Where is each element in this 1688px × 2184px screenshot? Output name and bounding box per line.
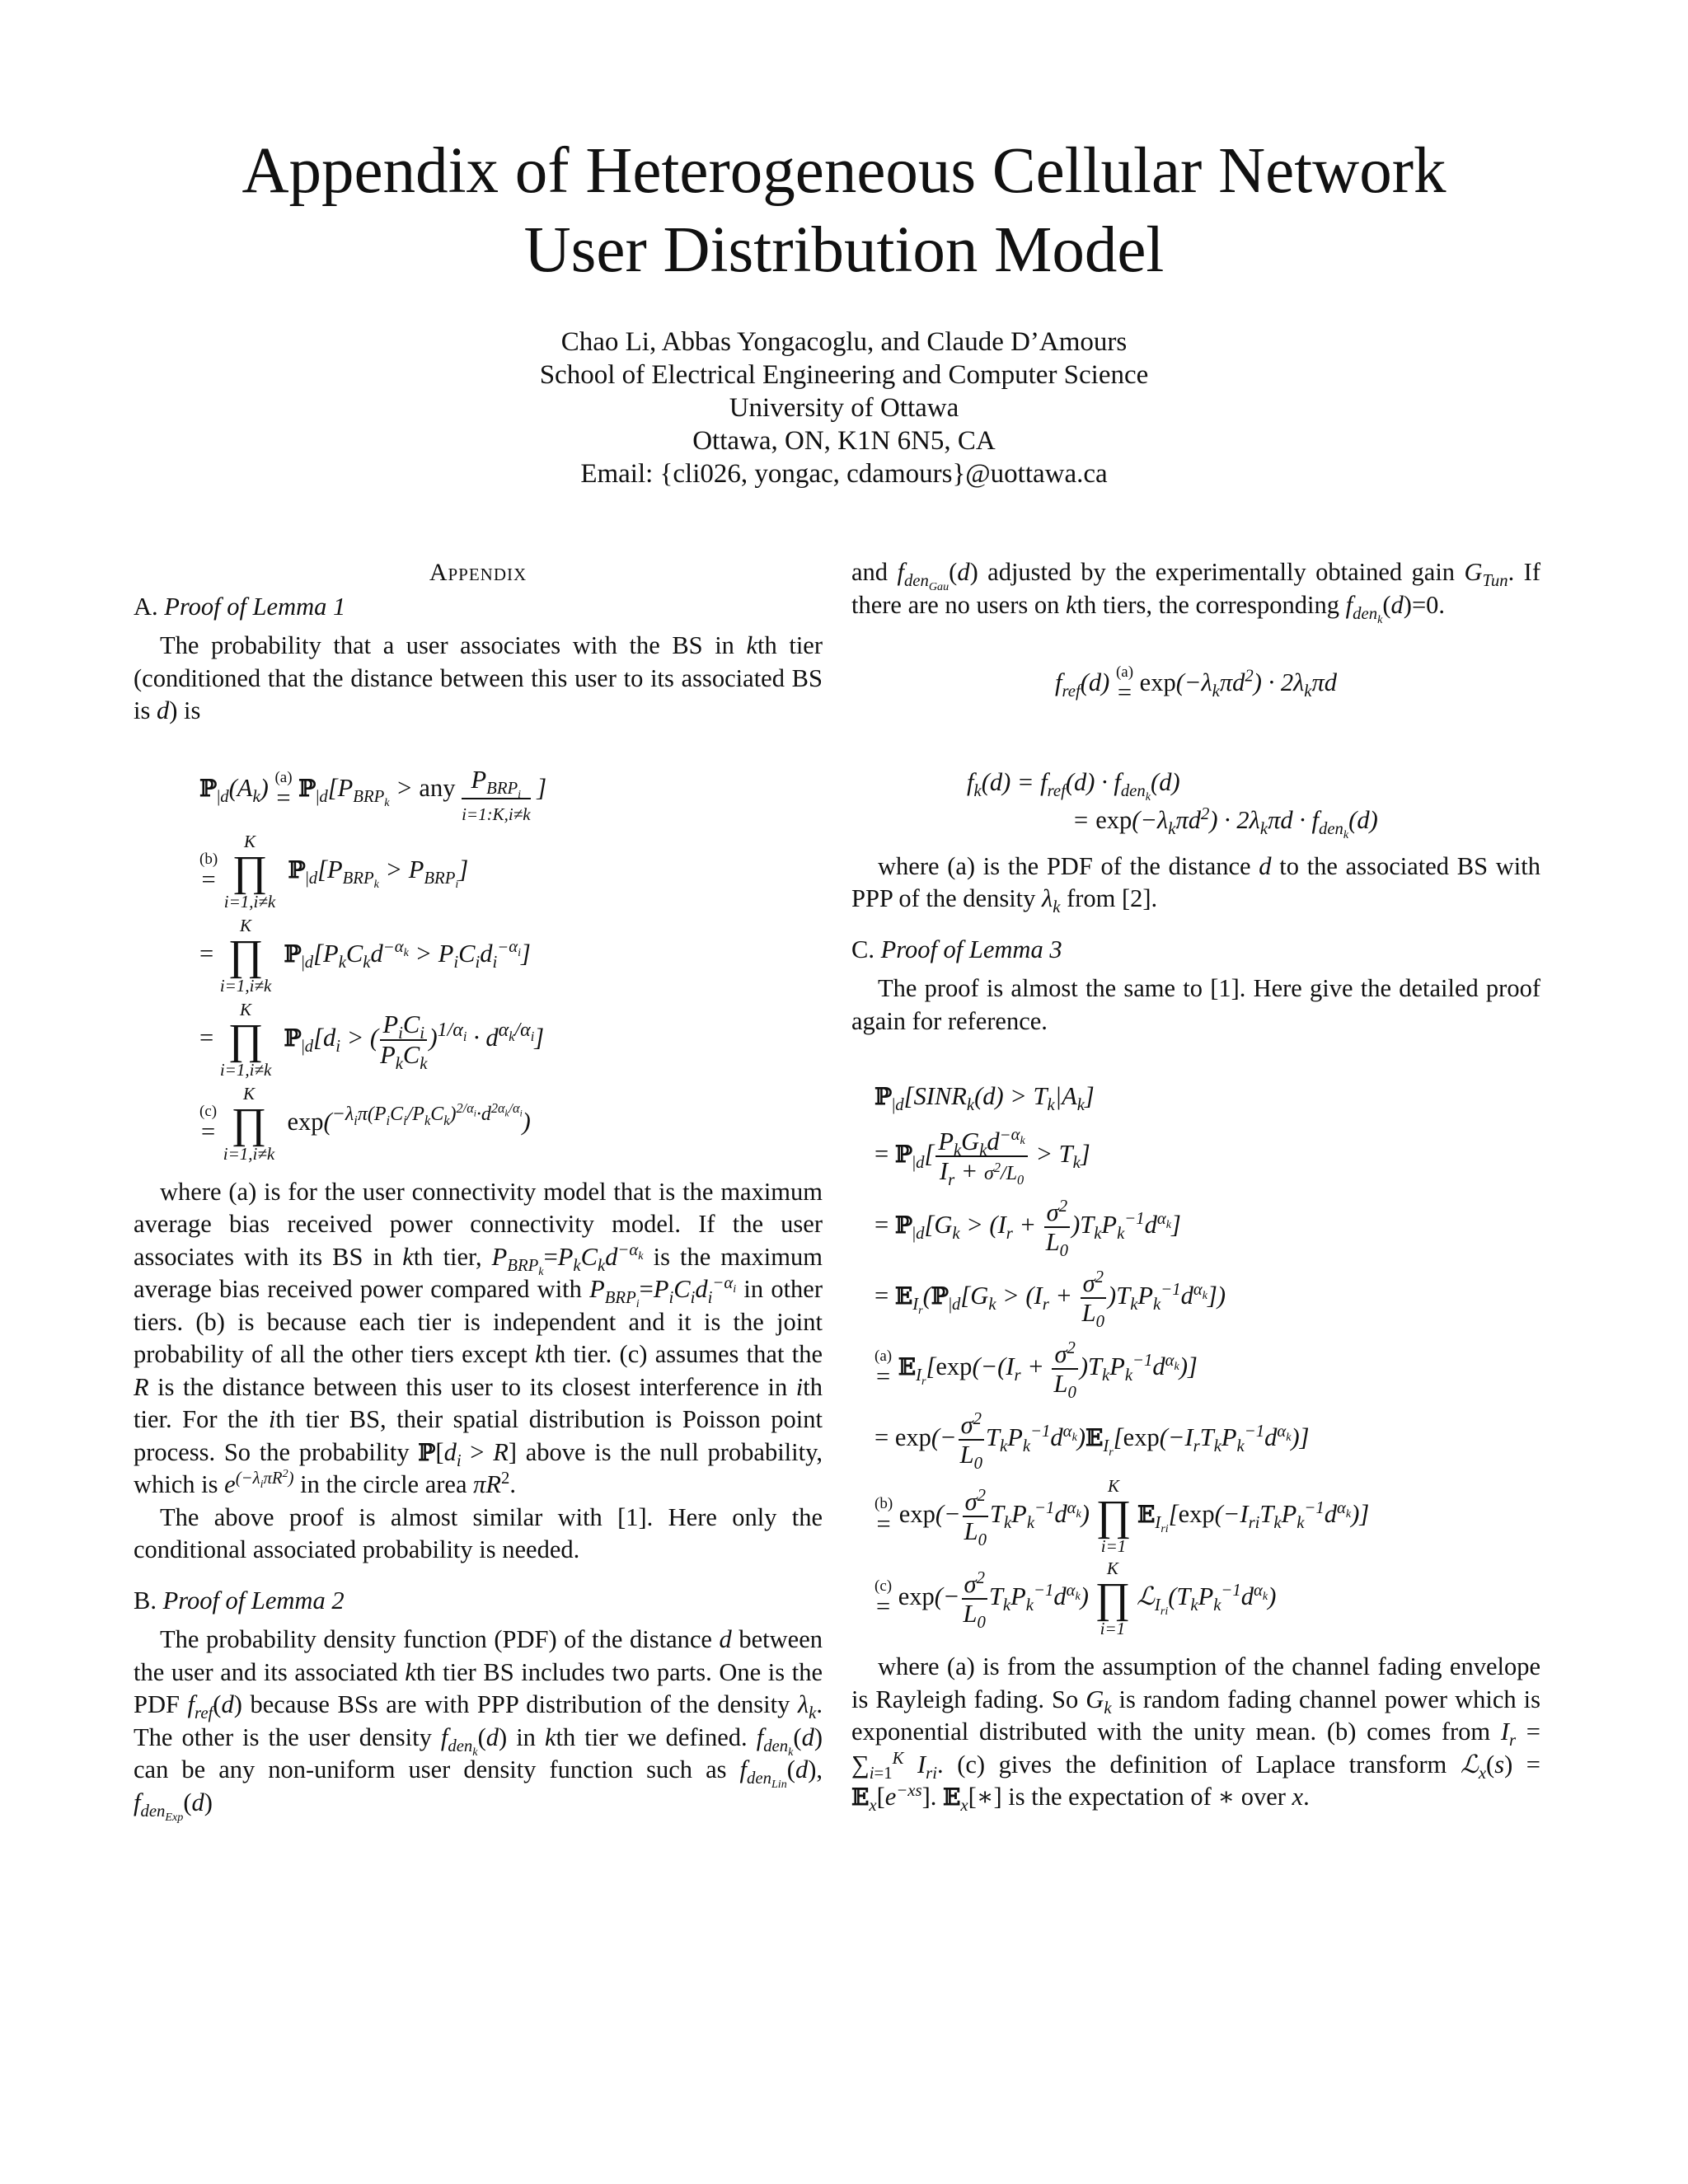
author-block — [0, 326, 1688, 490]
section-c-title: Proof of Lemma 3 — [880, 935, 1062, 963]
right-column — [851, 556, 1540, 1814]
paper-title — [0, 132, 1688, 290]
section-c-intro: The proof is almost the same to [1]. Here give the detailed proof again for reference. — [851, 974, 1540, 1035]
title-line-2: User Distribution Model — [523, 214, 1165, 286]
section-a-heading — [134, 591, 823, 624]
lemma-1-equation: $ℙ_{|d}(A_k)$ (a) = $ℙ_{|d}[P_{BRP_k}$ > any $P_{BRP_i}$ i=1:K,i≠k ] (b) = K ∏ i=1,i≠k $ℙ_{|d}[P_{BRP_k} > P_{BRP_i}]$ = K ∏ i=1,i≠k $ℙ_{|d}[P_kC_kd^{-\alpha_k} > P_iC_id_i^{-\alpha_i}]$ = K ∏ i=1,i≠k $ℙ_{|d}[d_i$ > ( $\frac{P_iC_i}{P_kC_k}$ )$^{1/\alpha_i} \cdot d^{\alpha_k/\alpha_i}$] (c) = K ∏ i=1,i≠k exp($^{-\lambda_i\pi(P_iC_i/P_kC_k)^{2/\alpha_i}\cdot d^{2\alpha_k/\alpha_i}}$) — [199, 765, 547, 1164]
section-a-title: Proof of Lemma 1 — [164, 592, 346, 621]
section-c-heading — [851, 934, 1540, 967]
title-line-1: Appendix of Heterogeneous Cellular Network — [241, 135, 1447, 207]
section-b-title: Proof of Lemma 2 — [162, 1586, 345, 1615]
section-a-explanation: where (a) is for the user connectivity model that is the maximum average bias received power connectivity model. If the user associates with its BS in kth tier, $P_{BRP_k}=P_kC_kd^{-\alpha_k}$ is the maximum average bias received power compared with $P_{BRP_i}=P_iC_id_i^{-\alpha_i}$ in other tiers. (b) is because each tier is independent and it is the joint probability of all the other tiers except kth tier. (c) assumes that the R is the distance between this user to its closest interference in ith tier. For the ith tier BS, their spatial distribution is Poisson point process. So the probability $ℙ[d_i > R]$ above is the null probability, which is $e^{(-\lambda_i\pi R^2)}$ in the circle area $\pi R^2$. — [134, 1177, 823, 1498]
section-b-label: B. — [134, 1586, 157, 1615]
fk-equation: $f_k(d) = f_{ref}(d) \cdot f_{den_k}(d)$ = $\exp(-\lambda_k\pi d^2) \cdot 2\lambda_k\pi d \cdot f_{den_k}(d)$ — [967, 767, 1378, 841]
section-c-label: C. — [851, 935, 874, 963]
left-column — [134, 556, 823, 1824]
section-b-paragraph: The probability density function (PDF) of the distance d between the user and its associated kth tier BS includes two parts. One is the PDF $f_{ref}(d)$ because BSs are with PPP distribution of the density $\lambda_k$. The other is the user density $f_{den_k}(d)$ in kth tier we defined. $f_{den_k}(d)$ can be any non-uniform user density function such as $f_{den_{Lin}}(d)$, $f_{den_{Exp}}(d)$ — [134, 1625, 823, 1824]
fref-equation: $f_{ref}(d)$ (a) = $\exp(-\lambda_k\pi d^2) \cdot 2\lambda_k\pi d$ — [1054, 663, 1338, 706]
section-c-explanation: where (a) is from the assumption of the channel fading envelope is Rayleigh fading. So $G_k$ is random fading channel power which is exponential distributed with the unity mean. (b) comes from $I_r = \sum_{i=1}^K$ $I_{ri}$. (c) gives the definition of Laplace transform ℒ$_x$(s) = $𝔼_x[e^{-xs}]$. 𝔼$_x$[∗] is the expectation of ∗ over x. — [851, 1652, 1540, 1816]
author-email: Email: {cli026, yongac, cdamours}@uottawa.ca — [580, 459, 1108, 489]
author-address: Ottawa, ON, K1N 6N5, CA — [692, 426, 996, 456]
section-a-label: A. — [134, 592, 158, 621]
section-a-closing: The above proof is almost similar with [1]. Here only the conditional associated probability is needed. — [134, 1502, 823, 1563]
author-department: School of Electrical Engineering and Computer Science — [539, 360, 1149, 390]
section-b-continuation: and $f_{den_{Gau}}(d)$ adjusted by the experimentally obtained gain $G_{Tun}$. If there are no users on kth tiers, the corresponding $f_{den_k}(d)=0$. — [851, 558, 1540, 626]
author-names: Chao Li, Abbas Yongacoglu, and Claude D’Amours — [560, 327, 1128, 357]
author-university: University of Ottawa — [729, 393, 959, 423]
lemma-3-equation: $ℙ_{|d}[SINR_k(d) > T_k|A_k]$ = ℙ$_{|d}$[ $\frac{P_kG_kd^{-\alpha_k}}{I_r + \sigma^2/L_0}$ > $T_k$] = $ℙ_{|d}[G_k > (I_r$ + $\frac{\sigma^2}{L_0}$ )$T_kP_k^{-1}d^{\alpha_k}$] = $𝔼_{I_r}(ℙ_{|d}[G_k > (I_r$ + $\frac{\sigma^2}{L_0}$ )$T_kP_k^{-1}d^{\alpha_k}$]) (a) = $𝔼_{I_r}[\exp(-(I_r$ + $\frac{\sigma^2}{L_0}$ )$T_kP_k^{-1}d^{\alpha_k}$)] = exp(− $\frac{\sigma^2}{L_0}$ $T_kP_k^{-1}d^{\alpha_k})𝔼_{I_r}[\exp(-I_rT_kP_k^{-1}d^{\alpha_k})]$ (b) = exp(− $\frac{\sigma^2}{L_0}$ $T_kP_k^{-1}d^{\alpha_k}$) K ∏ i=1 $𝔼_{I_{ri}}[\exp(-I_{ri}T_kP_k^{-1}d^{\alpha_k})]$ (c) = exp(− $\frac{\sigma^2}{L_0}$ $T_kP_k^{-1}d^{\alpha_k}$) K ∏ i=1 $ℒ_{I_{ri}}(T_kP_k^{-1}d^{\alpha_k})$ — [874, 1082, 1370, 1638]
section-a-intro: The probability that a user associates with the BS in kth tier (conditioned that the distance between this user to its associated BS is d) is — [134, 631, 823, 724]
appendix-heading: Appendix — [429, 559, 528, 586]
section-b-heading — [134, 1585, 823, 1618]
section-b-where: where (a) is the PDF of the distance d to the associated BS with PPP of the density $\lambda_k$ from [2]. — [851, 851, 1540, 917]
